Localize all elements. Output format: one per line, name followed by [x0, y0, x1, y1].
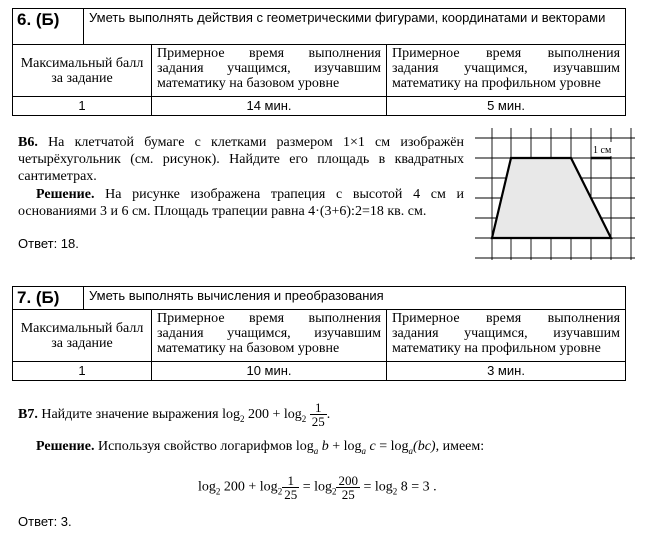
- task7-col-max-score: Максимальный балл за задание: [13, 310, 152, 362]
- b6-solution-label: Решение.: [36, 187, 95, 202]
- b6-formula-unit: кв. см.: [387, 204, 427, 219]
- task6-time-base: 14 мин.: [152, 97, 387, 116]
- b7-question: [18, 400, 618, 434]
- task7-time-base: 10 мин.: [152, 362, 387, 381]
- task7-col-time-base: Примерное время выполнения задания учащимся, изучавшим математику на базовом уровне: [152, 310, 387, 362]
- task6-code: 6. (Б): [13, 9, 84, 45]
- b6-label: В6.: [18, 135, 38, 150]
- task7-col-time-profile: Примерное время выполнения задания учащимся, изучавшим математику на профильном уровне: [387, 310, 626, 362]
- b7-solution-label: Решение.: [36, 439, 95, 454]
- task6-max-score: 1: [13, 97, 152, 116]
- b7-answer: Ответ: 3.: [18, 514, 72, 529]
- scale-label: 1 см: [593, 145, 612, 156]
- b7-expression: $\log_2 200 + \log_2$ $\frac{1}{25}$ .: [222, 400, 331, 430]
- task6-time-profile: 5 мин.: [387, 97, 626, 116]
- b6-answer: Ответ: 18.: [18, 236, 79, 251]
- b7-label: В7.: [18, 407, 38, 422]
- task6-spec-table: [12, 8, 626, 116]
- task7-time-profile: 3 мин.: [387, 362, 626, 381]
- b7-question-text: Найдите значение выражения: [41, 407, 219, 422]
- b7-solution-post: , имеем:: [435, 439, 485, 454]
- b6-solution: [18, 186, 464, 220]
- b6-grid-figure: [475, 128, 635, 260]
- b6-question: [18, 134, 464, 185]
- task6-skill: Уметь выполнять действия с геометрическими фигурами, координатами и векторами: [84, 9, 626, 45]
- b7-solution: [36, 438, 626, 460]
- task6-col-max-score: Максимальный балл за задание: [13, 45, 152, 97]
- task6-col-time-base: Примерное время выполнения задания учащимся, изучавшим математику на базовом уровне: [152, 45, 387, 97]
- b7-solution-pre: Используя свойство логарифмов: [97, 439, 293, 454]
- b6-formula: 4·(3+6):2=18: [308, 204, 384, 219]
- task7-code: 7. (Б): [13, 287, 84, 310]
- task7-spec-table: [12, 286, 626, 381]
- b7-computation: $\log_2 200 + \log_2$ $\frac{1}{25}$ = $\log_2$ $\frac{200}{25}$ = $\log_2 8 = 3$ .: [198, 473, 437, 502]
- task7-skill: Уметь выполнять вычисления и преобразования: [84, 287, 626, 310]
- task7-max-score: 1: [13, 362, 152, 381]
- b6-question-text: На клетчатой бумаге с клетками размером 1×1 см изображён четырёхугольник (см. рисунок). Найдите его площадь в квадратных сантиметрах.: [18, 135, 465, 184]
- b6-solution-text: На рисунке изображена трапеция с высотой 4 см и основаниями 3 и 6 см. Площадь трапеции равна: [18, 187, 465, 219]
- b7-log-property: $\log_a b + \log_a c = \log_a(bc)$: [295, 439, 436, 456]
- task6-col-time-profile: Примерное время выполнения задания учащимся, изучавшим математику на профильном уровне: [387, 45, 626, 97]
